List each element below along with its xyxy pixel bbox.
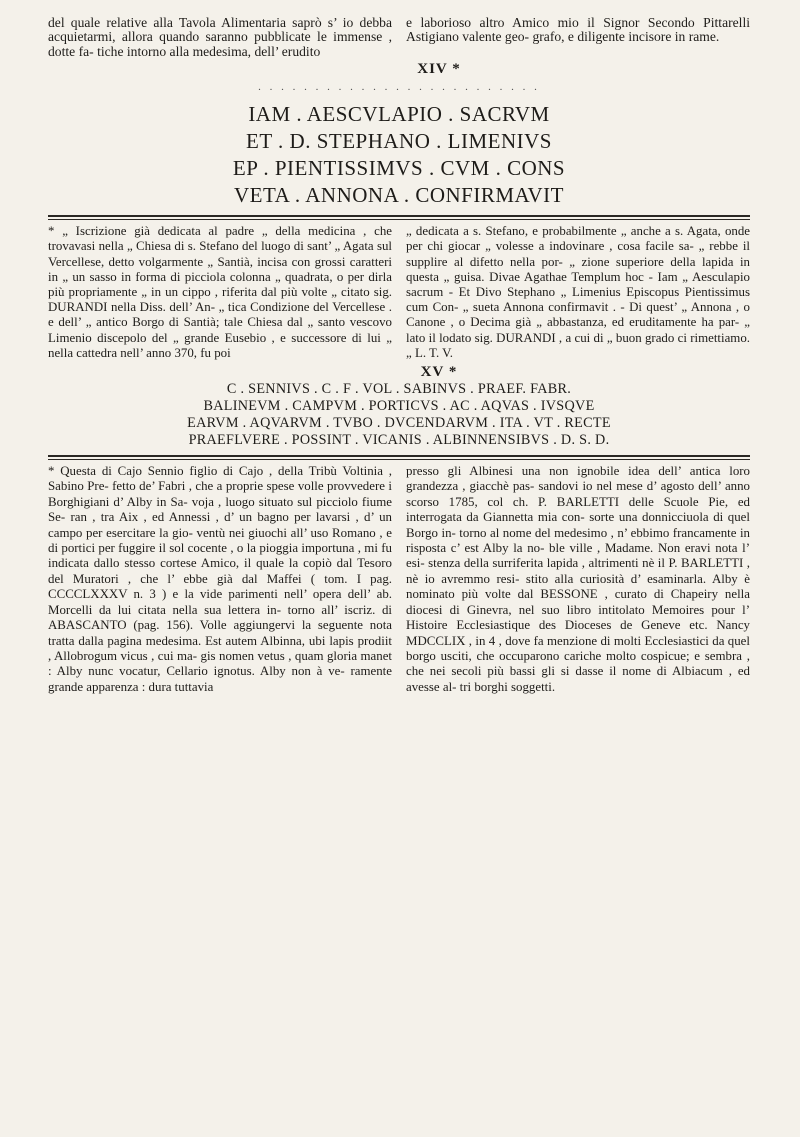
divider-rule-thin xyxy=(48,459,750,460)
divider-rule xyxy=(48,455,750,457)
note-xv-left-paragraph: * Questa di Cajo Sennio figlio di Cajo , della Tribù Voltinia , Sabino Pre- fetto de’ Fabri , che a proprie spese volle provvedere i Borghigiani d’ Alby in Sa- voja , luogo situato sul picciolo fiume Se- ran , tra Aix , ed Annessi , d’ un bagno per lavarsi , d’ un campo per esercitare la gio- ventù nei giuochi all’ uso Romano , e di portici per fuggire il sol cocente , o la pioggia importuna , mi fu indicata dallo stesso cortese Amico, il quale la copiò dal Tesoro del Muratori , che l’ ebbe già dal Maffei ( tom. I pag. CCCCLXXXV n. 3 ) e la vide parimenti nell’ opera dell’ ab. Morcelli da lui citata nella sua lettera in- torno all’ iscriz. di ABASCANTO (pag. 156). Volle aggiungervi la seguente nota tratta dalla pagina medesima. Est autem Albinna, ubi lapis prodiit , Allobrogum vicus , cui ma- gis nomen vetus , quam gloria manet : Alby nunc vocatur, Cellario ignotus. Alby non à ve- ramente grande apparenza : dura tuttavia xyxy=(48,464,392,694)
inscription-xv-line: C . SENNIVS . C . F . VOL . SABINVS . PRAEF. FABR. xyxy=(226,381,572,398)
note-xv-right-paragraph: presso gli Albinesi una non ignobile idea dell’ antica loro grandezza , giacchè pas- sandovi io nel mese d’ agosto dell’ anno scorso 1785, col ch. P. BARLETTI delle Scuole Pie, ed interrogata da Giannetta mia con- sorte una donnicciuola di quel Borgo in- torno al nome del medesimo , n’ ebbimo francamente in risposta c’ est Alby la no- ble ville , Madame. Non eravi nota l’ esi- stenza della surriferita lapida , altrimenti nè il P. BARLETTI , nè io avremmo resi- stito alla curiosità d’ esaminarla. Alby è nominato più volte dal BESSONE , curato di Chapeiry nella diocesi di Ginevra, nel suo libro intitolato Memoires pour l’ Histoire Ecclesiastique des Dioceses de Geneve etc. Nancy MDCCLIX , in 4 , dove fa menzione di molti Ecclesiastici da quel borgo usciti, che occuparono cariche molto cospicue; e sembra , che nei secoli più bassi gli si dasse il nome di Albiacum , ed avesse al- tri borghi soggetti. xyxy=(406,464,750,694)
inscription-xv-line: BALINEVM . CAMPVM . PORTICVS . AC . AQVAS . IVSQVE xyxy=(203,398,595,415)
note-xv xyxy=(48,464,750,695)
note-xiv xyxy=(48,224,750,361)
inscription-xiv-line: VETA . ANNONA . CONFIRMAVIT xyxy=(234,183,564,208)
intro-left-column xyxy=(48,16,392,59)
section-number-xv: XV * xyxy=(420,364,458,381)
intro-text xyxy=(48,16,750,59)
intro-right-column xyxy=(406,16,750,59)
note-xiv-left-column xyxy=(48,224,392,361)
intro-left-paragraph: del quale relative alla Tavola Alimentaria saprò s’ io debba acquietarmi, allora quando saranno pubblicate le immense , dotte fa- tiche intorno alla medesima, dell’ erudito xyxy=(48,15,392,59)
divider-rule xyxy=(48,215,750,217)
inscription-xv-line: EARVM . AQVARVM . TVBO . DVCENDARVM . ITA . VT . RECTE xyxy=(187,415,611,432)
inscription-xiv-line: IAM . AESCVLAPIO . SACRVM xyxy=(248,102,550,127)
inscription-xiv-line: EP . PIENTISSIMVS . CVM . CONS xyxy=(232,156,566,181)
book-page xyxy=(0,16,800,1137)
dotted-separator: . . . . . . . . . . . . . . . . . . . . . . . . . xyxy=(258,81,540,94)
note-xiv-right-column xyxy=(406,224,750,361)
inscription-xv xyxy=(48,381,750,449)
inscription-xiv xyxy=(48,101,750,209)
section-number-xiv: XIV * xyxy=(417,61,461,78)
inscription-xv-line: PRAEFLVERE . POSSINT . VICANIS . ALBINNENSIBVS . D. S. D. xyxy=(188,432,610,449)
intro-right-paragraph: e laborioso altro Amico mio il Signor Secondo Pittarelli Astigiano valente geo- grafo, e diligente incisore in rame. xyxy=(406,15,750,45)
note-xiv-left-paragraph: * „ Iscrizione già dedicata al padre „ della medicina , che trovavasi nella „ Chiesa di s. Stefano del luogo di sant’ „ Agata sul Vercellese, detto volgarmente „ Santià, incisa con grossi caratteri in „ un sasso in forma di picciola colonna „ quadrata, o per dirla più propriamente „ in un cippo , riferita dal più volte „ citato sig. DURANDI nella Diss. dell’ An- „ tica Condizione del Vercellese . e dell’ „ antico Borgo di Santià; tale Chiesa dal „ santo vescovo Limenio discepolo del „ grande Eusebio , e successore di lui „ nella cattedra nell’ anno 370, fu poi xyxy=(48,224,392,360)
inscription-xiv-line: ET . D. STEPHANO . LIMENIVS xyxy=(246,129,552,154)
note-xv-right-column xyxy=(406,464,750,695)
note-xiv-right-paragraph: „ dedicata a s. Stefano, e probabilmente „ anche a s. Agata, onde per chi giocar „ volesse a indovinare , cosa facile sa- „ rebbe il supplire al difetto nella por- „ zione superiore della lapida in questa „ guisa. Divae Agathae Templum hoc - Iam „ Aesculapio sacrum - Et Divo Stephano „ Limenius Episcopus Pientissimus cum Con- „ sueta Annona confirmavit . - Di quest’ „ Annona , o Canone , o Decima già „ abbastanza, ed eruditamente ha par- „ lato il lodato sig. DURANDI , a cui di „ buon grado ci rimettiamo. „ L. T. V. xyxy=(406,224,750,360)
note-xv-left-column xyxy=(48,464,392,695)
divider-rule-thin xyxy=(48,219,750,220)
